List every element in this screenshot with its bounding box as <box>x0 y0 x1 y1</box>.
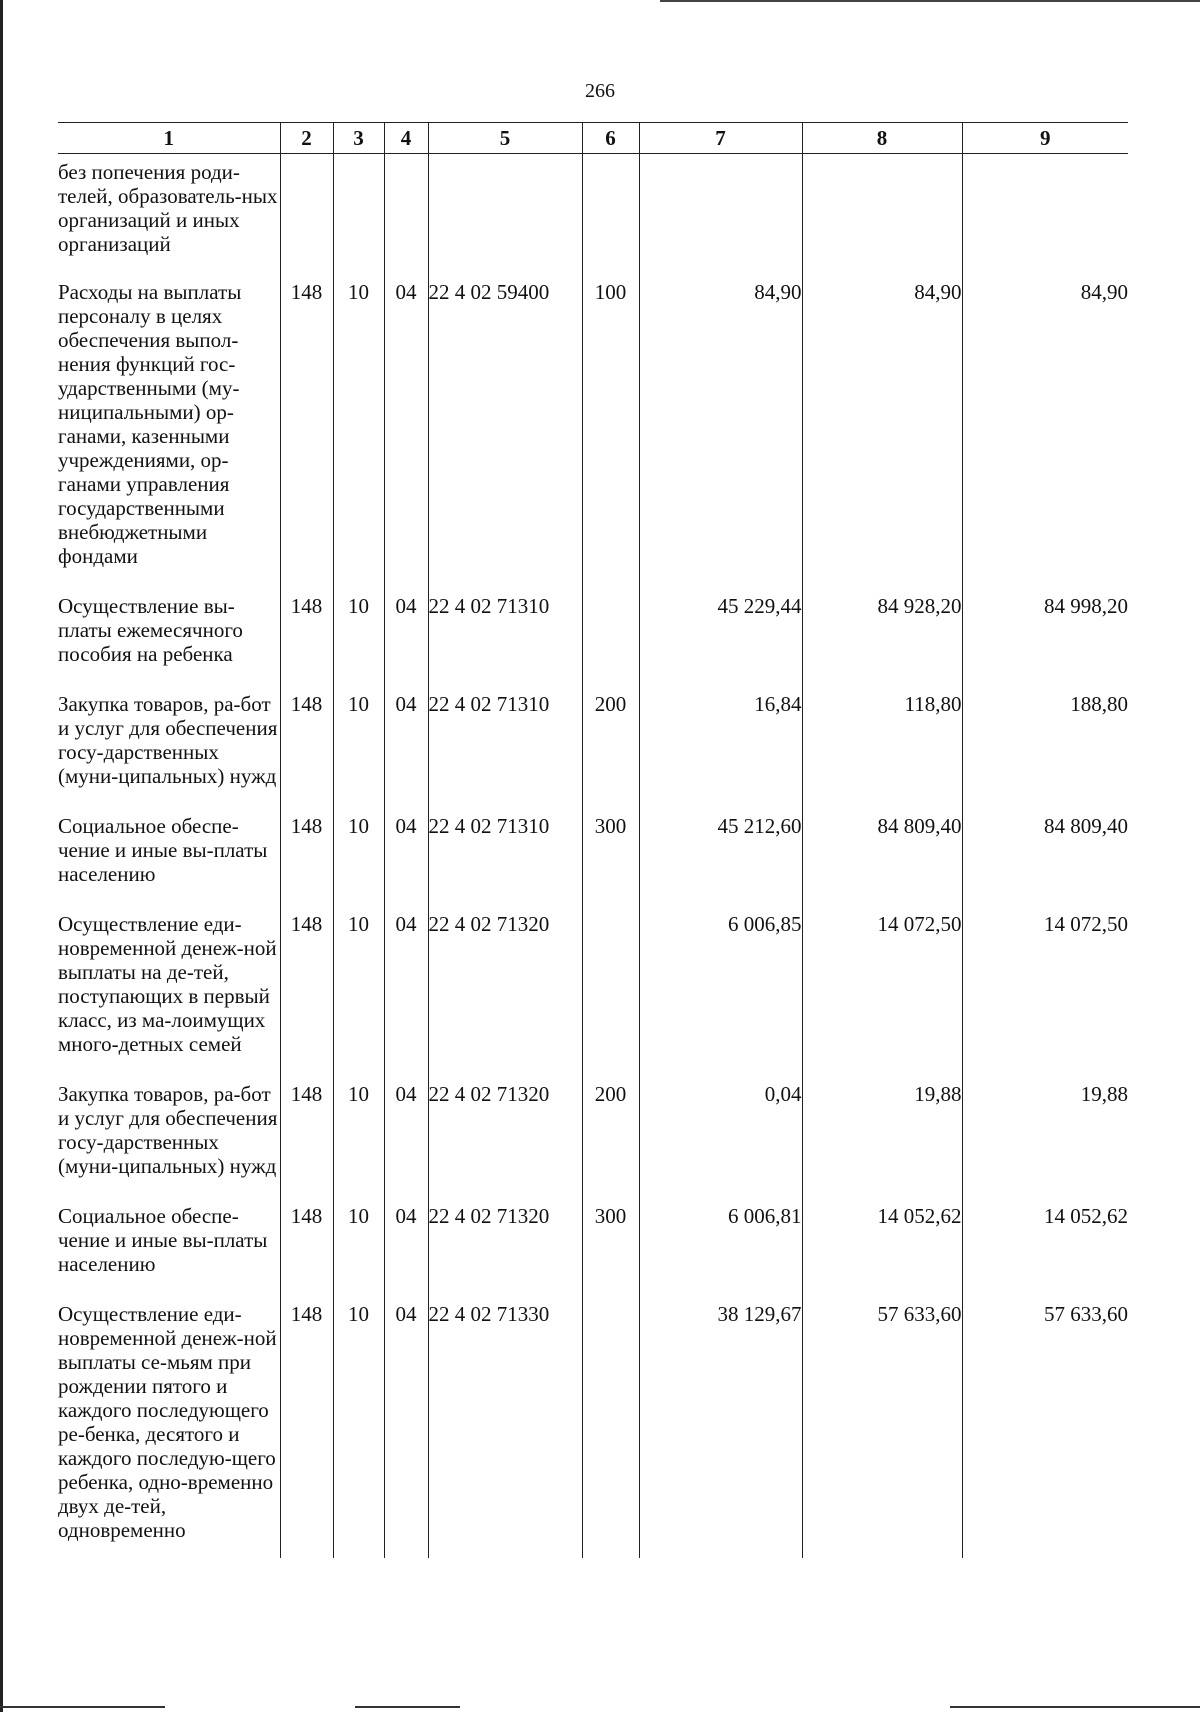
row-expense-type-code <box>582 902 639 1072</box>
row-amount-col9: 84 809,40 <box>962 804 1128 902</box>
row-name: Расходы на выплаты персоналу в целях обеспечения выпол-нения функций гос-ударственными (му-ниципальными) ор-ганами, казенными учреждениями, ор-ганами управления государственными внебюджетными фондами <box>58 280 242 568</box>
table-row <box>58 804 1128 902</box>
row-target-article-code: 22 4 02 71330 <box>428 1292 582 1558</box>
row-expense-type-code <box>582 1292 639 1558</box>
row-section-code: 10 <box>333 1292 384 1558</box>
row-amount-col8: 14 072,50 <box>802 902 962 1072</box>
row-amount-col8: 84 928,20 <box>802 584 962 682</box>
header-cell: 5 <box>428 123 582 154</box>
row-subsection-code: 04 <box>384 804 428 902</box>
row-expense-type-code: 300 <box>582 804 639 902</box>
header-cell: 8 <box>802 123 962 154</box>
table-row <box>58 1194 1128 1292</box>
row-amount-col8: 19,88 <box>802 1072 962 1194</box>
row-amount-col9: 14 072,50 <box>962 902 1128 1072</box>
row-name: Социальное обеспе-чение и иные вы-платы населению <box>58 1204 268 1276</box>
row-grbs-code: 148 <box>280 902 333 1072</box>
row-grbs-code: 148 <box>280 584 333 682</box>
row-amount-col8: 14 052,62 <box>802 1194 962 1292</box>
row-expense-type-code: 200 <box>582 682 639 804</box>
row-amount-col9: 57 633,60 <box>962 1292 1128 1558</box>
row-name: Закупка товаров, ра-бот и услуг для обеспечения госу-дарственных (муни-ципальных) нужд <box>58 692 278 788</box>
row-amount-col9: 84 998,20 <box>962 584 1128 682</box>
row-subsection-code: 04 <box>384 1292 428 1558</box>
row-target-article-code: 22 4 02 71320 <box>428 902 582 1072</box>
row-name: Осуществление еди-новременной денеж-ной выплаты на де-тей, поступающих в первый класс, из ма-лоимущих много-детных семей <box>58 912 277 1056</box>
row-grbs-code: 148 <box>280 1292 333 1558</box>
row-amount-col9: 14 052,62 <box>962 1194 1128 1292</box>
row-amount-col9: 188,80 <box>962 682 1128 804</box>
header-cell: 6 <box>582 123 639 154</box>
table-row <box>58 902 1128 1072</box>
row-target-article-code: 22 4 02 59400 <box>428 270 582 584</box>
row-name: без попечения роди-телей, образователь-ных организаций и иных организаций <box>58 160 278 256</box>
row-amount-col8: 84,90 <box>802 270 962 584</box>
row-amount-col7: 38 129,67 <box>639 1292 802 1558</box>
row-grbs-code: 148 <box>280 682 333 804</box>
table-row <box>58 584 1128 682</box>
row-amount-col8: 84 809,40 <box>802 804 962 902</box>
row-amount-col8: 57 633,60 <box>802 1292 962 1558</box>
row-section-code: 10 <box>333 804 384 902</box>
row-subsection-code: 04 <box>384 270 428 584</box>
row-amount-col7: 16,84 <box>639 682 802 804</box>
row-target-article-code: 22 4 02 71320 <box>428 1072 582 1194</box>
row-subsection-code: 04 <box>384 584 428 682</box>
header-cell: 7 <box>639 123 802 154</box>
row-grbs-code: 148 <box>280 1194 333 1292</box>
scan-edge-bottom <box>355 1706 460 1708</box>
row-amount-col7: 45 212,60 <box>639 804 802 902</box>
row-name: Осуществление вы-платы ежемесячного пособия на ребенка <box>58 594 243 666</box>
row-expense-type-code: 300 <box>582 1194 639 1292</box>
row-target-article-code: 22 4 02 71320 <box>428 1194 582 1292</box>
row-section-code: 10 <box>333 1194 384 1292</box>
header-cell: 2 <box>280 123 333 154</box>
row-name: Социальное обеспе-чение и иные вы-платы населению <box>58 814 268 886</box>
row-name: Закупка товаров, ра-бот и услуг для обеспечения госу-дарственных (муни-ципальных) нужд <box>58 1082 278 1178</box>
row-subsection-code: 04 <box>384 1072 428 1194</box>
scan-edge-bottom <box>0 1706 165 1708</box>
row-subsection-code: 04 <box>384 902 428 1072</box>
row-grbs-code: 148 <box>280 804 333 902</box>
row-section-code: 10 <box>333 270 384 584</box>
table-row <box>58 1072 1128 1194</box>
row-name: Осуществление еди-новременной денеж-ной выплаты се-мьям при рождении пятого и каждого последующего ре-бенка, десятого и каждого последую-щего ребенка, одно-временно двух де-тей, одновременно <box>58 1302 277 1542</box>
scan-edge-left <box>0 0 3 1712</box>
row-subsection-code: 04 <box>384 682 428 804</box>
budget-table <box>58 122 1128 1558</box>
header-cell: 3 <box>333 123 384 154</box>
row-expense-type-code <box>582 584 639 682</box>
table-row <box>58 270 1128 584</box>
scan-edge-top <box>660 0 1200 2</box>
row-amount-col9: 19,88 <box>962 1072 1128 1194</box>
row-amount-col7: 6 006,81 <box>639 1194 802 1292</box>
row-section-code: 10 <box>333 1072 384 1194</box>
row-target-article-code: 22 4 02 71310 <box>428 584 582 682</box>
header-cell: 9 <box>962 123 1128 154</box>
row-amount-col7: 84,90 <box>639 270 802 584</box>
row-subsection-code: 04 <box>384 1194 428 1292</box>
row-expense-type-code: 200 <box>582 1072 639 1194</box>
row-amount-col7: 6 006,85 <box>639 902 802 1072</box>
row-amount-col7: 0,04 <box>639 1072 802 1194</box>
row-amount-col7: 45 229,44 <box>639 584 802 682</box>
row-expense-type-code: 100 <box>582 270 639 584</box>
table-row <box>58 682 1128 804</box>
row-grbs-code: 148 <box>280 1072 333 1194</box>
table-row <box>58 154 1128 271</box>
scan-edge-bottom <box>950 1706 1200 1708</box>
header-row <box>58 123 1128 154</box>
row-section-code: 10 <box>333 902 384 1072</box>
page-number: 266 <box>585 80 615 102</box>
row-target-article-code: 22 4 02 71310 <box>428 804 582 902</box>
row-grbs-code: 148 <box>280 270 333 584</box>
table-row <box>58 1292 1128 1558</box>
row-section-code: 10 <box>333 584 384 682</box>
row-amount-col9: 84,90 <box>962 270 1128 584</box>
header-cell: 4 <box>384 123 428 154</box>
header-cell: 1 <box>58 123 280 154</box>
row-amount-col8: 118,80 <box>802 682 962 804</box>
row-target-article-code: 22 4 02 71310 <box>428 682 582 804</box>
row-section-code: 10 <box>333 682 384 804</box>
